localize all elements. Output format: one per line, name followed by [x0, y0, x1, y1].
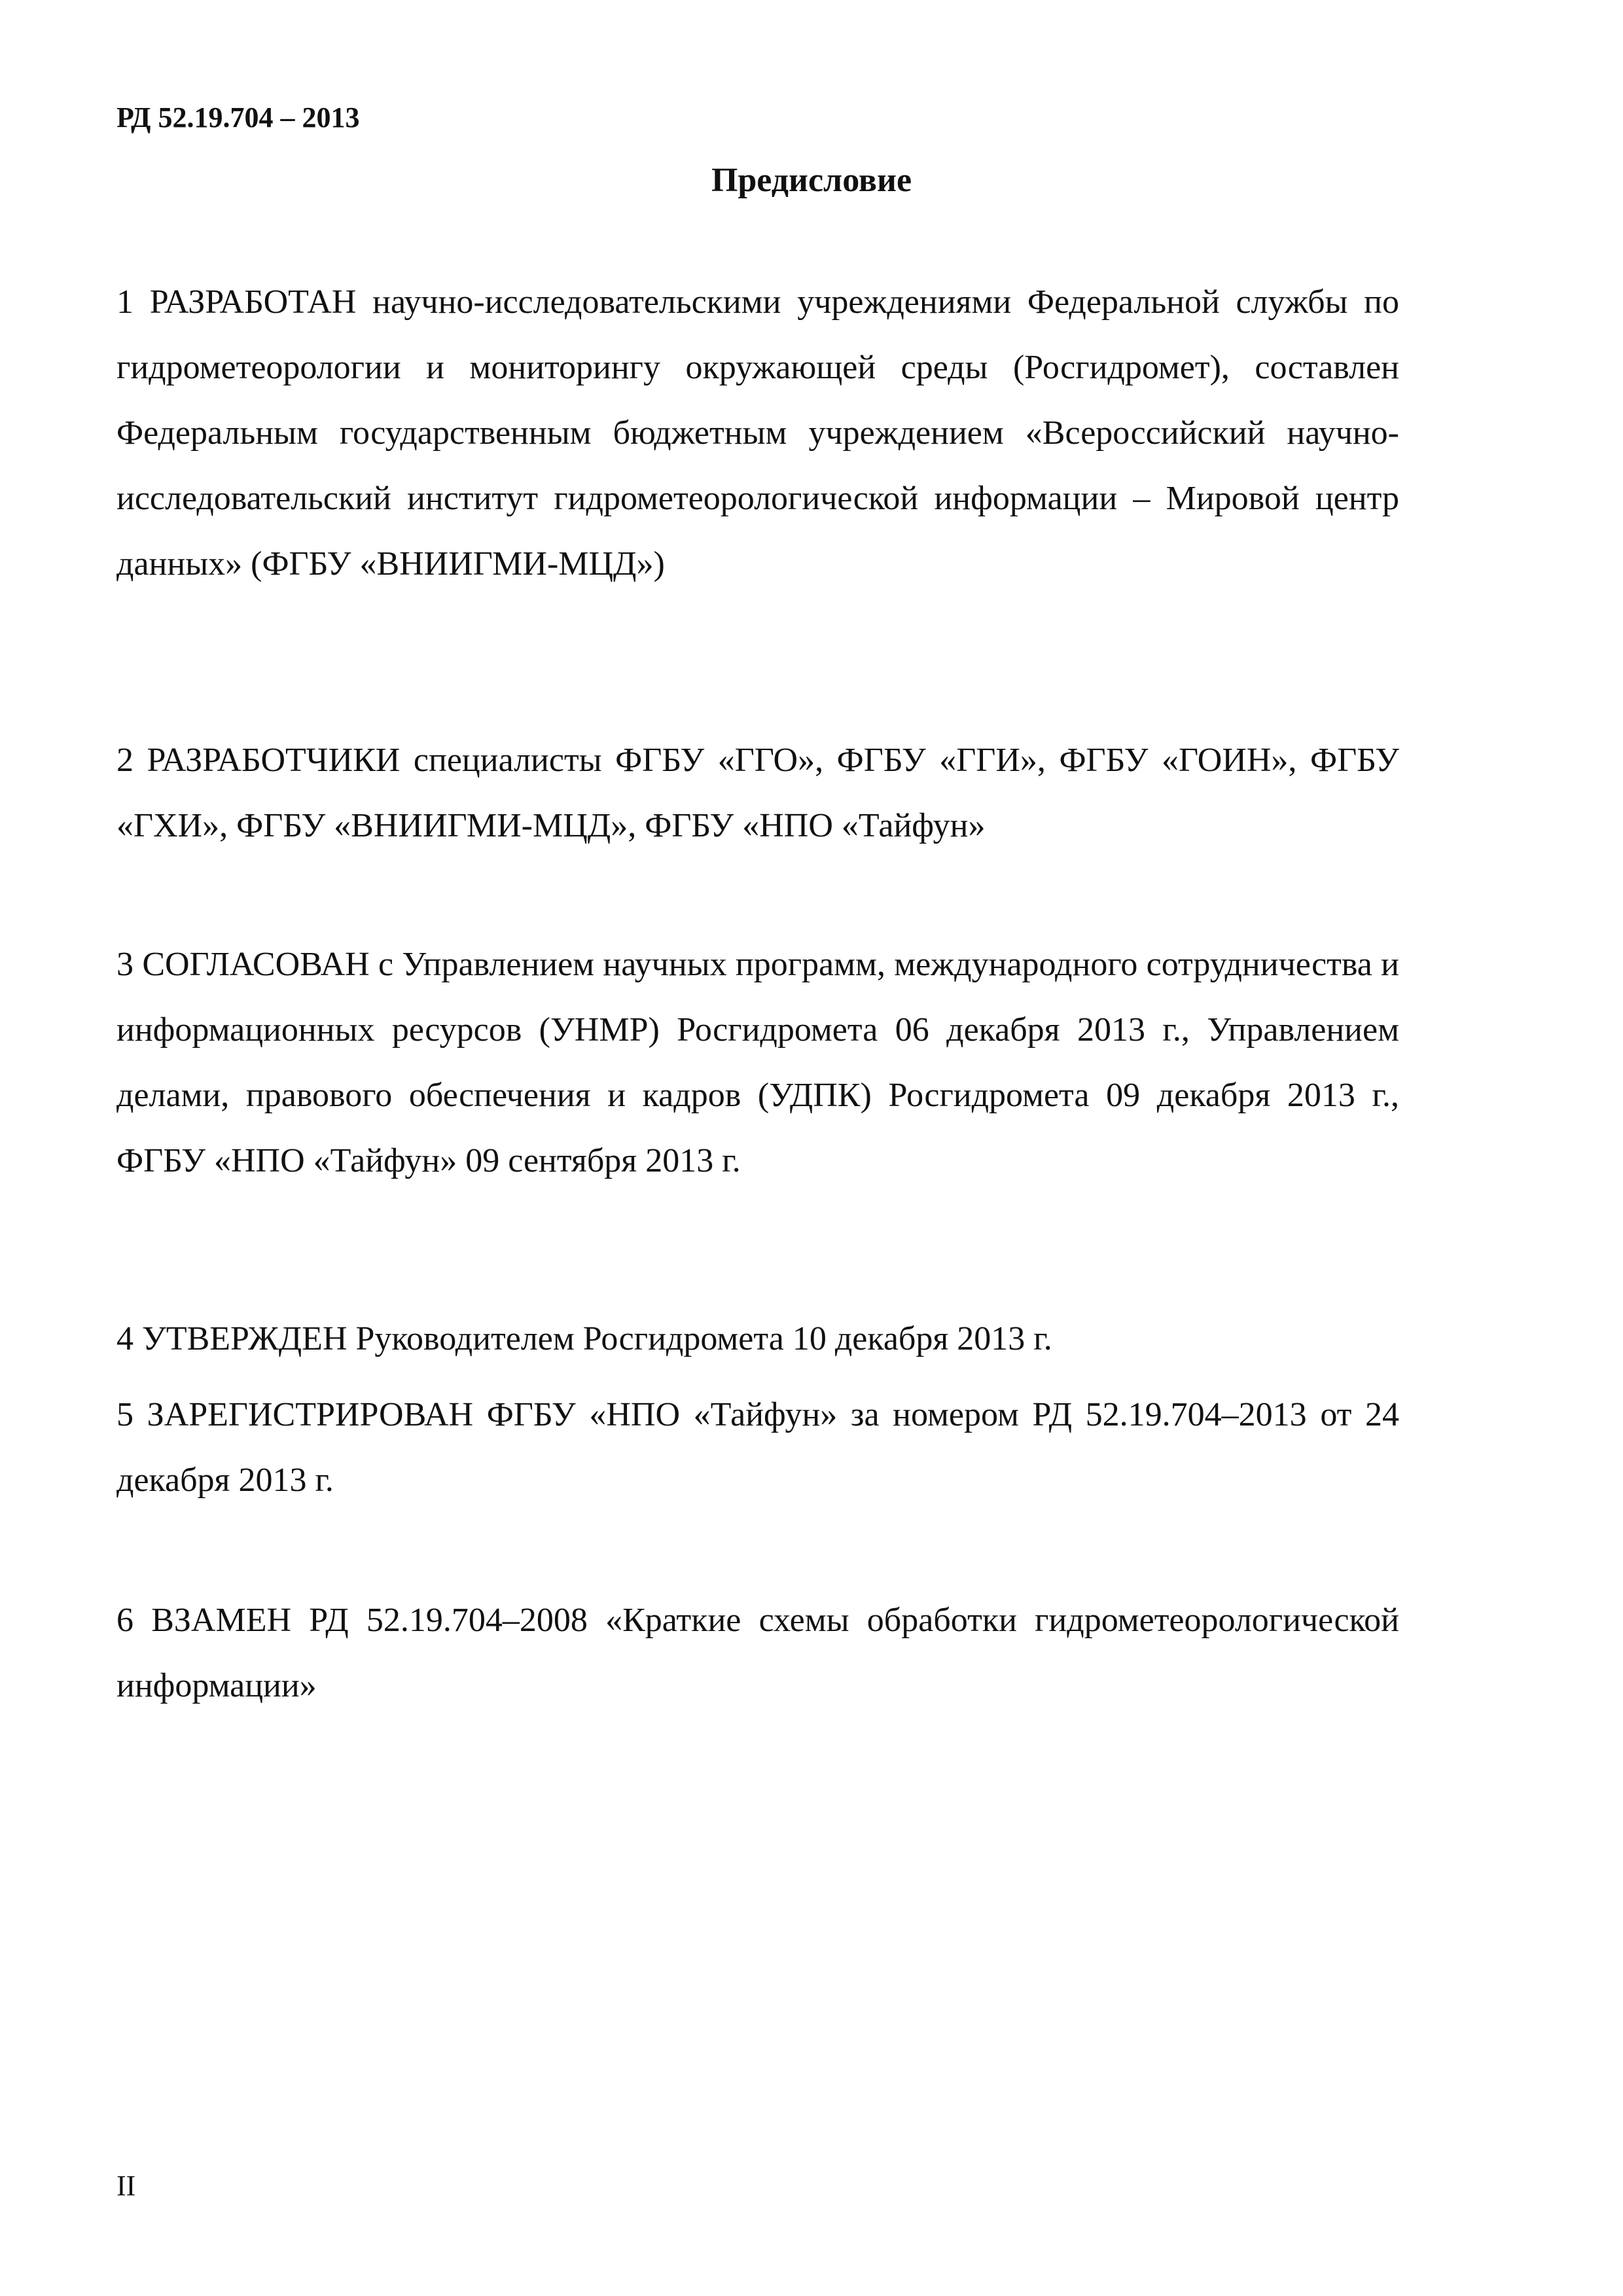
paragraph-agreed: 3 СОГЛАСОВАН с Управлением научных программ, международного сотрудничества и информационных ресурсов (УНМР) Росгидромета 06 декабря 2013 г., Управлением делами, правового обеспечения и кадров (УДПК) Росгидромета 09 декабря 2013 г., ФГБУ «НПО «Тайфун» 09 сентября 2013 г.	[116, 946, 1399, 1179]
page-title: Предисловие	[711, 162, 912, 199]
document-code: РД 52.19.704 – 2013	[116, 101, 360, 134]
paragraph-approved: 4 УТВЕРЖДЕН Руководителем Росгидромета 10 декабря 2013 г.	[116, 1320, 1052, 1357]
paragraph-developed: 1 РАЗРАБОТАН научно-исследовательскими учреждениями Федеральной службы по гидрометеорологии и мониторингу окружающей среды (Росгидромет), составлен Федеральным государственным бюджетным учреждением «Всероссийский научно-исследовательский институт гидрометеорологической информации – Мировой центр данных» (ФГБУ «ВНИИГМИ-МЦД»)	[116, 283, 1399, 583]
page-number: II	[116, 2170, 136, 2202]
paragraph-developers: 2 РАЗРАБОТЧИКИ специалисты ФГБУ «ГГО», ФГБУ «ГГИ», ФГБУ «ГОИН», ФГБУ «ГХИ», ФГБУ «ВНИИГМИ-МЦД», ФГБУ «НПО «Тайфун»	[116, 742, 1399, 844]
paragraph-registered: 5 ЗАРЕГИСТРИРОВАН ФГБУ «НПО «Тайфун» за номером РД 52.19.704–2013 от 24 декабря 2013 г.	[116, 1396, 1399, 1499]
paragraph-replaces: 6 ВЗАМЕН РД 52.19.704–2008 «Краткие схемы обработки гидрометеорологической информации»	[116, 1602, 1399, 1704]
